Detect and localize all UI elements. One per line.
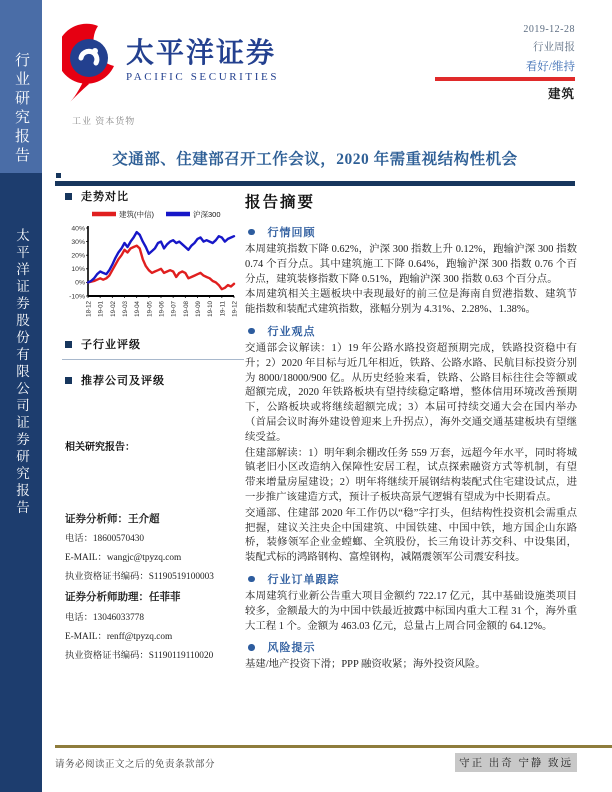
report-type: 行业周报 xyxy=(533,42,575,53)
summary-section-header xyxy=(245,571,577,587)
footer-disclaimer: 请务必阅读正文之后的免责条款部分 xyxy=(55,760,216,770)
email-label: E-MAIL： xyxy=(65,631,107,642)
summary-section-title: 行业观点 xyxy=(267,325,316,338)
summary-paragraph: 本周建筑指数下降 0.62%，沪深 300 指数上升 0.12%，跑输沪深 300 指数 0.74 个百分点。其中建筑施工下降 0.64%，跑输沪深 300 指数 0.76 个百分点，建筑装修指数下降 0.51%，跑输沪深 300 指数 0.63 个百分点。 xyxy=(245,244,577,285)
trend-section-label: 走势对比 xyxy=(81,191,129,203)
analyst-cert-line xyxy=(65,572,245,584)
summary-paragraph: 住建部解读：1）明年剩余棚改任务 559 万套，远超今年水平，同时将城镇老旧小区改造纳入保障性安居工程，试点探索融资方式等机制，有望带来增量房屋建设；2）明年将继续开展钢结构装配式住宅建设试点，进一步推广该建造方式，预计子板块高景气逻辑有望成为中长期看点。 xyxy=(245,447,577,503)
analyst-name-line xyxy=(65,513,245,526)
summary-section xyxy=(245,323,577,566)
svg-text:19-05: 19-05 xyxy=(146,301,154,317)
assistant-email: renff@tpyzq.com xyxy=(106,631,173,642)
company-logo xyxy=(62,18,279,104)
analyst-phone-line xyxy=(65,534,245,546)
assistant-name-line xyxy=(65,591,245,604)
svg-text:0%: 0% xyxy=(75,279,85,287)
svg-text:19-02: 19-02 xyxy=(109,301,117,317)
svg-text:19-04: 19-04 xyxy=(134,301,142,317)
svg-text:19-09: 19-09 xyxy=(195,301,202,317)
logo-name-en: PACIFIC SECURITIES xyxy=(126,71,280,83)
circle-bullet-icon xyxy=(248,328,255,335)
trend-chart-container xyxy=(62,204,242,331)
svg-text:10%: 10% xyxy=(71,266,85,274)
assistant-phone-line xyxy=(65,613,245,625)
svg-text:19-08: 19-08 xyxy=(182,301,190,317)
report-date: 2019-12-28 xyxy=(523,24,575,35)
footer-motto: 守正 出奇 宁静 致远 xyxy=(455,753,577,772)
sidebar-top-band xyxy=(0,0,42,173)
svg-text:19-01: 19-01 xyxy=(97,301,105,317)
logo-name-cn: 太平洋证券 xyxy=(126,38,277,69)
analyst-block xyxy=(65,513,245,670)
assistant-phone: 13046033778 xyxy=(92,612,145,623)
corner-mark xyxy=(56,173,61,178)
summary-section-title: 风险提示 xyxy=(267,642,316,655)
square-bullet-icon xyxy=(65,377,72,384)
summary-paragraph: 本周建筑行业新公告重大项目金额约 722.17 亿元，其中基础设施类项目较多，金额最大的为中国中铁最近披露中标国内重大工程 31 个，海外重大工程 1 个。金额为 463.03 亿元，总量占上周合同金额的 64.12%。 xyxy=(245,590,577,632)
cert-label: 执业资格证书编码： xyxy=(65,572,149,583)
summary-section xyxy=(245,639,577,673)
summary-paragraph: 基建/地产投资下滑；PPP 融资收紧；海外投资风险。 xyxy=(245,659,486,671)
summary-sections xyxy=(245,224,577,673)
header-info xyxy=(435,24,575,102)
sidebar-bottom-label: 太平洋证券股份有限公司证券研究报告 xyxy=(14,228,29,517)
svg-text:30%: 30% xyxy=(71,238,85,246)
trend-section-header xyxy=(65,188,129,204)
summary-heading: 报告摘要 xyxy=(245,194,316,211)
summary-section-header xyxy=(245,224,577,240)
svg-text:19-06: 19-06 xyxy=(158,301,166,317)
cert-label: 执业资格证书编码： xyxy=(65,650,149,661)
svg-text:19-11: 19-11 xyxy=(219,301,227,317)
analyst-name: 王介超 xyxy=(128,514,160,525)
assistant-cert-line xyxy=(65,651,245,663)
summary-paragraph: 交通部、住建部 2020 年工作仍以“稳”字打头，但结构性投资机会需重点把握，建议关注央企中国建筑、中国铁建、中国中铁，地方国企山东路桥，装修领军企业金螳螂、全筑股份，长三角设计苏交科、中设集团，装配式标的鸿路钢构、富煌钢构，减隔震领军公司震安科技。 xyxy=(245,507,577,564)
svg-text:20%: 20% xyxy=(71,252,85,260)
svg-text:40%: 40% xyxy=(71,225,85,233)
svg-text:19-10: 19-10 xyxy=(207,301,215,317)
summary-section-title: 行情回顾 xyxy=(267,227,316,239)
summary-section xyxy=(245,224,577,318)
assistant-email-line xyxy=(65,632,245,644)
analyst-cert: S1190519100003 xyxy=(148,572,214,583)
square-bullet-icon xyxy=(65,341,72,348)
square-bullet-icon xyxy=(65,193,72,200)
assistant-name: 任菲菲 xyxy=(149,592,181,604)
circle-bullet-icon xyxy=(248,229,255,236)
analyst-email-line xyxy=(65,553,245,565)
subrating-section-header xyxy=(65,336,141,352)
recommend-section-label: 推荐公司及评级 xyxy=(81,375,165,387)
svg-text:19-03: 19-03 xyxy=(122,301,129,317)
report-title: 交通部、住建部召开工作会议，2020 年需重视结构性机会 xyxy=(112,151,518,168)
email-label: E-MAIL： xyxy=(65,553,107,564)
circle-bullet-icon xyxy=(248,644,255,651)
analyst-label: 证券分析师： xyxy=(65,514,128,525)
sidebar-bottom-band xyxy=(0,173,42,792)
circle-bullet-icon xyxy=(248,576,255,583)
svg-text:18-12: 18-12 xyxy=(85,301,93,317)
phone-label: 电话： xyxy=(65,612,93,623)
left-column-divider xyxy=(62,359,244,360)
summary-section-title: 行业订单跟踪 xyxy=(267,573,340,586)
pacific-securities-logo-icon xyxy=(62,18,120,104)
analyst-phone: 18600570430 xyxy=(92,534,145,545)
footer-gold-rule xyxy=(55,745,612,748)
title-divider-rule xyxy=(55,181,575,186)
phone-label: 电话： xyxy=(65,534,93,545)
svg-text:沪深300: 沪深300 xyxy=(193,210,221,219)
related-reports-label: 相关研究报告： xyxy=(65,442,135,453)
recommend-section-header xyxy=(65,372,165,388)
sidebar-top-label: 行业研究报告 xyxy=(13,52,29,166)
report-summary xyxy=(245,190,577,674)
svg-text:-10%: -10% xyxy=(69,293,85,301)
summary-section-header xyxy=(245,323,577,339)
industry-rating: 看好/维持 xyxy=(525,61,575,73)
assistant-cert: S1190119110020 xyxy=(148,650,214,661)
analyst-email: wangjc@tpyzq.com xyxy=(106,553,182,564)
assistant-label: 证券分析师助理： xyxy=(65,592,149,604)
summary-paragraph: 交通部会议解读：1）19 年公路水路投资超预期完成，铁路投资稳中有升；2）2020 年目标与近几年相近，铁路、公路水路、民航目标投资分别为 8000/18000/900 亿。从历史经验来看，铁路、公路目标往往会等额或超额完成，2020 年铁路板块有望持续稳定略增，整体信用环境改善预期下，公路板块或将继续超额完成；3）本届可持续交通大会在国内举办（首届会议时海外建设曾迎来上升拐点），海外交通交通基建板块有望继续受益。 xyxy=(245,342,577,443)
svg-text:建筑(中信): 建筑(中信) xyxy=(119,210,154,219)
svg-text:19-12: 19-12 xyxy=(231,301,239,317)
rating-red-rule xyxy=(435,77,575,81)
subrating-section-label: 子行业评级 xyxy=(81,339,141,351)
trend-chart xyxy=(62,204,242,326)
summary-section xyxy=(245,571,577,634)
industry-name: 建筑 xyxy=(547,86,575,101)
summary-section-header xyxy=(245,639,577,655)
summary-paragraph: 本周建筑相关主题板块中表现最好的前三位是海南自贸港指数、建筑节能指数和装配式建筑指数，涨幅分别为 4.31%、2.28%、1.38%。 xyxy=(245,289,577,316)
svg-text:19-07: 19-07 xyxy=(170,301,178,317)
industry-category: 工业 资本货物 xyxy=(72,116,136,126)
